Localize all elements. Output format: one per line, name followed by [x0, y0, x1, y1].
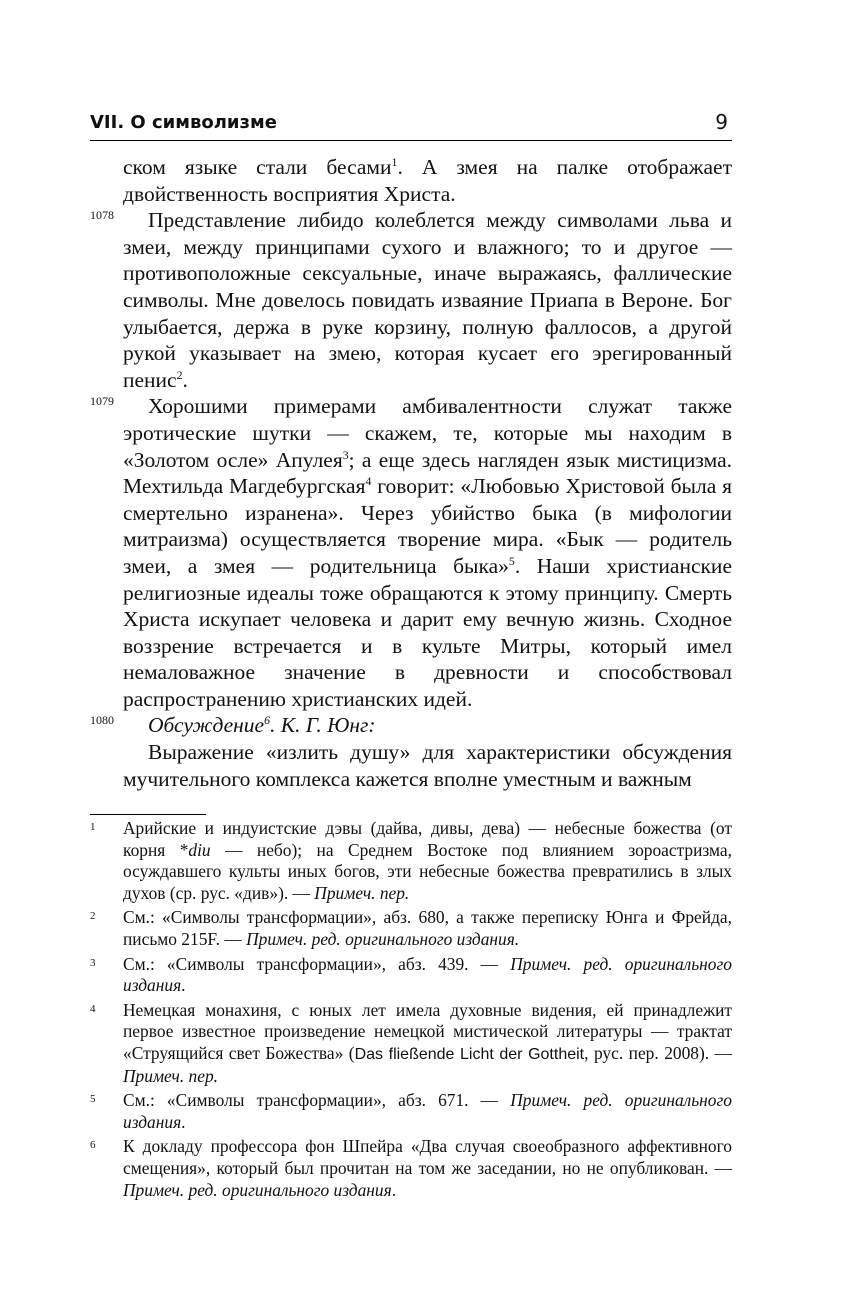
period: . [181, 975, 186, 996]
paragraph-text: ском языке стали бесами [123, 155, 392, 179]
paragraph-text: Выражение «излить душу» для характеристики обсуждения мучительного комплекса кажется вполне уместным и важным [123, 740, 732, 791]
paragraph-number: 1080 [90, 713, 114, 728]
footnote-number: 5 [90, 1093, 96, 1106]
paragraph-text: . Наши христианские религиозные идеалы тоже обращаются к этому принципу. Смерть Христа искупает человека и дарит ему вечную жизнь. Сходное воззрение встречается и в культе Митры, который имел немаловажное значение в древности и способствовал распространению христианских идей. [123, 553, 732, 711]
footnote-1 [90, 818, 732, 904]
footnote-ref: 6 [264, 713, 271, 728]
footnote-text: Немецкая монахиня, с юных лет имела духовные видения, ей принадлежит первое известное произведение немецкой мистической литературы — трактат «Струящийся свет Божества» ( [123, 999, 732, 1063]
footnote-ref: 1 [391, 154, 398, 169]
footnote-text: Арийские и индуистские дэвы (дайва, дивы, дева) — небесные божества (от корня * [123, 818, 732, 860]
footnote-note: Примеч. пер. [314, 882, 410, 903]
footnote-ref: 5 [508, 553, 515, 568]
period: . [181, 1111, 186, 1132]
footnote-italic: diu [188, 839, 211, 860]
footnote-note: Примеч. пер. [123, 1065, 218, 1086]
period: . [391, 1179, 397, 1200]
footnote-text: См.: «Символы трансформации», абз. 680, а также переписку Юнга и Фрейда, письмо 215F. — [123, 907, 732, 949]
paragraph-text: . А змея на палке отображает двойственность восприятия Христа. [123, 155, 732, 206]
footnote-number: 1 [90, 821, 96, 833]
paragraph-number: 1078 [90, 208, 114, 223]
discussion-title: Обсуждение [148, 713, 265, 738]
chapter-title: VII. О символизме [90, 112, 277, 133]
footnote-number: 6 [90, 1139, 96, 1152]
paragraph-1078 [90, 207, 732, 393]
footnote-ref: 4 [365, 473, 372, 488]
page-number: 9 [715, 110, 728, 134]
paragraph-continuation [123, 154, 732, 207]
paragraph-text: Представление либидо колеблется между символами льва и змеи, между принципами сухого и влажного; то и другое — противоположные сексуальные, иначе выражаясь, фаллические символы. Мне довелось повидать изваяние Приапа в Вероне. Бог улыбается, держа в руке корзину, полную фаллосов, а другой рукой указывает на змею, которая кусает его эрегированный пенис [123, 208, 732, 392]
footnote-4 [90, 1000, 732, 1087]
discussion-label [148, 713, 376, 737]
main-text [90, 154, 732, 792]
footnote-text: , рус. пер. 2008). — [584, 1042, 732, 1063]
footnote-note: Примеч. ред. оригинального издания [123, 1179, 392, 1200]
footnote-note: Примеч. ред. оригинального издания [123, 953, 732, 996]
footnote-text: См.: «Символы трансформации», абз. 439. — [123, 953, 511, 974]
paragraph-1079 [90, 393, 732, 712]
footnote-number: 3 [90, 956, 96, 969]
footnotes [90, 818, 732, 1204]
footnote-note: Примеч. ред. оригинального издания [123, 1090, 732, 1132]
paragraph-number: 1079 [90, 394, 114, 409]
footnote-ref: 3 [342, 447, 349, 462]
paragraph-text: говорит: «Любовью Христовой была я смертельно изранена». Через убийство быка (в мифологии митраизма) осуществляется творение мира. «Бык — родитель змеи, а змея — родительница быка» [123, 474, 732, 578]
running-header [90, 110, 732, 141]
paragraph-text: Хорошими примерами амбивалентности служат также эротические шутки — скажем, те, которые мы находим в «Золотом осле» Апулея [123, 394, 732, 472]
discussion-author: . К. Г. Юнг: [270, 713, 376, 738]
footnote-2 [90, 907, 732, 950]
footnote-3 [90, 954, 732, 997]
footnote-ref: 2 [176, 367, 183, 382]
paragraph-text: ; а еще здесь нагляден язык мистицизма. Мехтильда Магдебургская [123, 447, 732, 499]
footnote-german-title: Das fließende Licht der Gottheit [354, 1045, 585, 1063]
paragraph-text: . [182, 367, 188, 392]
footnote-separator [90, 814, 206, 815]
footnote-number: 2 [90, 910, 96, 923]
footnote-text: К докладу профессора фон Шпейра «Два случая своеобразного аффективного смещения», который был прочитан на том же заседании, но не опубликован. — [123, 1136, 732, 1178]
footnote-text: — небо); на Среднем Востоке под влиянием зороастризма, осуждавшего культы иных богов, эти небесные божества превратились в злых духов (ср. рус. «див»). — [123, 839, 732, 903]
paragraph-1080 [90, 712, 732, 739]
footnote-5 [90, 1090, 732, 1133]
footnote-number: 4 [90, 1002, 96, 1015]
footnote-6 [90, 1136, 732, 1201]
paragraph-continuing [123, 739, 732, 792]
footnote-text: См.: «Символы трансформации», абз. 671. — [123, 1090, 511, 1111]
footnote-note: Примеч. ред. оригинального издания. [246, 928, 520, 949]
